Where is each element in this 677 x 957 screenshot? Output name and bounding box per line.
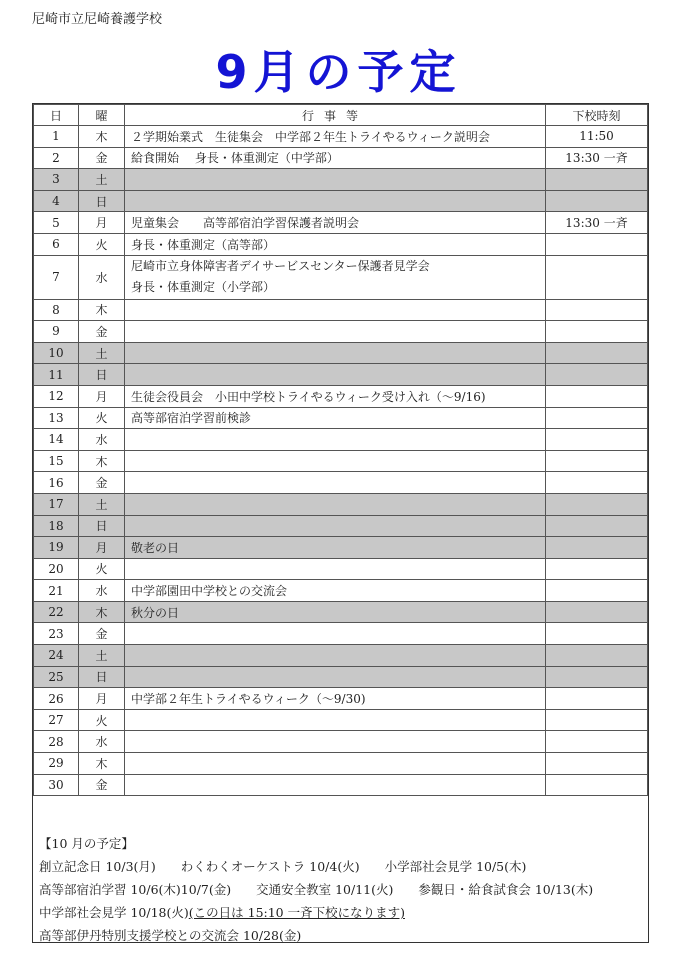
row-dismissal [546, 753, 648, 775]
row-dismissal [546, 688, 648, 710]
schedule-table [33, 104, 648, 796]
row-events [125, 169, 546, 191]
table-row [34, 666, 648, 688]
table-row [34, 169, 648, 191]
row-dismissal [546, 233, 648, 255]
row-events [125, 342, 546, 364]
table-row [34, 429, 648, 451]
row-dismissal: 13:30 一斉 [546, 147, 648, 169]
notes-line-3a: 中学部社会見学 10/18(火) [39, 905, 189, 920]
row-events: 給食開始 身長・体重測定（中学部） [125, 147, 546, 169]
table-header [34, 105, 648, 126]
row-weekday: 木 [79, 299, 125, 321]
row-day: 7 [34, 255, 79, 299]
table-row [34, 774, 648, 796]
row-dismissal [546, 558, 648, 580]
row-dismissal: 11:50 [546, 126, 648, 148]
row-events [125, 709, 546, 731]
row-dismissal [546, 321, 648, 343]
row-weekday: 木 [79, 601, 125, 623]
header-events: 行事等 [125, 105, 546, 126]
row-day: 30 [34, 774, 79, 796]
row-day: 24 [34, 645, 79, 667]
row-dismissal [546, 774, 648, 796]
notes-line-3 [39, 903, 405, 921]
row-dismissal [546, 601, 648, 623]
row-events [125, 623, 546, 645]
row-events: 中学部園田中学校との交流会 [125, 580, 546, 602]
table-row [34, 364, 648, 386]
table-row [34, 537, 648, 559]
table-row [34, 233, 648, 255]
row-day: 29 [34, 753, 79, 775]
table-row [34, 688, 648, 710]
row-dismissal [546, 493, 648, 515]
row-events [125, 472, 546, 494]
row-weekday: 水 [79, 731, 125, 753]
row-dismissal [546, 709, 648, 731]
table-row [34, 731, 648, 753]
row-dismissal [546, 407, 648, 429]
page-title: 9月の予定 [215, 45, 462, 99]
row-weekday: 水 [79, 255, 125, 299]
notes-line-3b: (この日は 15:10 一斉下校になります) [188, 905, 405, 920]
row-day: 28 [34, 731, 79, 753]
row-day: 13 [34, 407, 79, 429]
row-day: 14 [34, 429, 79, 451]
table-row [34, 299, 648, 321]
table-row [34, 212, 648, 234]
row-day: 4 [34, 190, 79, 212]
table-row [34, 190, 648, 212]
row-day: 10 [34, 342, 79, 364]
row-day: 1 [34, 126, 79, 148]
row-dismissal [546, 645, 648, 667]
row-weekday: 金 [79, 147, 125, 169]
row-dismissal [546, 537, 648, 559]
row-dismissal: 13:30 一斉 [546, 212, 648, 234]
row-events [125, 364, 546, 386]
table-row [34, 580, 648, 602]
schedule-rows [34, 126, 648, 796]
row-dismissal [546, 255, 648, 299]
schedule-frame [32, 103, 649, 943]
row-weekday: 月 [79, 212, 125, 234]
header-day: 日 [34, 105, 79, 126]
notes-heading: 【10 月の予定】 [39, 836, 134, 851]
row-events [125, 429, 546, 451]
table-row [34, 493, 648, 515]
row-dismissal [546, 515, 648, 537]
notes-line-1: 創立記念日 10/3(月) わくわくオーケストラ 10/4(火) 小学部社会見学 10/5(木) [39, 859, 527, 874]
table-row [34, 601, 648, 623]
table-row [34, 342, 648, 364]
row-dismissal [546, 666, 648, 688]
row-weekday: 月 [79, 385, 125, 407]
row-events [125, 515, 546, 537]
row-day: 6 [34, 233, 79, 255]
row-weekday: 水 [79, 429, 125, 451]
row-dismissal [546, 472, 648, 494]
row-events [125, 321, 546, 343]
row-events [125, 493, 546, 515]
row-weekday: 火 [79, 709, 125, 731]
notes-line-4: 高等部伊丹特別支援学校との交流会 10/28(金) [39, 928, 302, 943]
row-events [125, 558, 546, 580]
row-weekday: 日 [79, 666, 125, 688]
row-weekday: 金 [79, 774, 125, 796]
row-dismissal [546, 364, 648, 386]
header-weekday: 曜 [79, 105, 125, 126]
row-day: 19 [34, 537, 79, 559]
row-dismissal [546, 450, 648, 472]
row-dismissal [546, 169, 648, 191]
row-weekday: 金 [79, 321, 125, 343]
table-row [34, 147, 648, 169]
row-weekday: 木 [79, 450, 125, 472]
row-day: 26 [34, 688, 79, 710]
row-weekday: 金 [79, 472, 125, 494]
row-day: 25 [34, 666, 79, 688]
row-day: 23 [34, 623, 79, 645]
notes-line-2: 高等部宿泊学習 10/6(木)10/7(金) 交通安全教室 10/11(火) 参観日・給食試食会 10/13(木) [39, 882, 594, 897]
row-weekday: 水 [79, 580, 125, 602]
row-events [125, 299, 546, 321]
table-row [34, 709, 648, 731]
row-day: 9 [34, 321, 79, 343]
table-row [34, 472, 648, 494]
row-events: 中学部２年生トライやるウィーク（～9/30) [125, 688, 546, 710]
row-weekday: 木 [79, 126, 125, 148]
row-events [125, 666, 546, 688]
row-events: 生徒会役員会 小田中学校トライやるウィーク受け入れ（～9/16) [125, 385, 546, 407]
row-events: 児童集会 高等部宿泊学習保護者説明会 [125, 212, 546, 234]
row-weekday: 土 [79, 645, 125, 667]
row-weekday: 金 [79, 623, 125, 645]
row-day: 17 [34, 493, 79, 515]
row-day: 15 [34, 450, 79, 472]
row-events: 高等部宿泊学習前検診 [125, 407, 546, 429]
row-events [125, 753, 546, 775]
row-events [125, 450, 546, 472]
row-weekday: 土 [79, 493, 125, 515]
row-events [125, 731, 546, 753]
row-day: 22 [34, 601, 79, 623]
table-row [34, 645, 648, 667]
row-day: 16 [34, 472, 79, 494]
header-dismissal: 下校時刻 [546, 105, 648, 126]
row-events [125, 645, 546, 667]
row-weekday: 火 [79, 233, 125, 255]
row-dismissal [546, 299, 648, 321]
row-events: 身長・体重測定（高等部） [125, 233, 546, 255]
row-weekday: 木 [79, 753, 125, 775]
table-row [34, 255, 648, 299]
row-weekday: 日 [79, 190, 125, 212]
row-events [125, 774, 546, 796]
row-weekday: 月 [79, 688, 125, 710]
table-row [34, 558, 648, 580]
row-day: 12 [34, 385, 79, 407]
row-events [125, 255, 546, 299]
row-dismissal [546, 731, 648, 753]
row-events: 秋分の日 [125, 601, 546, 623]
table-row [34, 385, 648, 407]
row-weekday: 火 [79, 558, 125, 580]
row-day: 5 [34, 212, 79, 234]
row-events: ２学期始業式 生徒集会 中学部２年生トライやるウィーク説明会 [125, 126, 546, 148]
school-name: 尼崎市立尼崎養護学校 [32, 12, 163, 27]
table-row [34, 321, 648, 343]
row-dismissal [546, 190, 648, 212]
row-weekday: 月 [79, 537, 125, 559]
row-event-line-2: 身長・体重測定（小学部） [131, 280, 276, 295]
table-row [34, 126, 648, 148]
row-weekday: 日 [79, 515, 125, 537]
table-row [34, 515, 648, 537]
row-day: 3 [34, 169, 79, 191]
row-dismissal [546, 385, 648, 407]
row-day: 8 [34, 299, 79, 321]
table-row [34, 623, 648, 645]
row-day: 11 [34, 364, 79, 386]
row-weekday: 土 [79, 169, 125, 191]
row-events: 敬老の日 [125, 537, 546, 559]
table-row [34, 450, 648, 472]
row-dismissal [546, 429, 648, 451]
table-row [34, 753, 648, 775]
row-weekday: 土 [79, 342, 125, 364]
row-day: 27 [34, 709, 79, 731]
row-day: 20 [34, 558, 79, 580]
row-day: 18 [34, 515, 79, 537]
row-weekday: 日 [79, 364, 125, 386]
row-events [125, 190, 546, 212]
row-dismissal [546, 623, 648, 645]
table-row [34, 407, 648, 429]
row-event-line-1: 尼崎市立身体障害者デイサービスセンター保護者見学会 [131, 259, 430, 274]
row-day: 21 [34, 580, 79, 602]
row-day: 2 [34, 147, 79, 169]
row-dismissal [546, 342, 648, 364]
row-dismissal [546, 580, 648, 602]
row-weekday: 火 [79, 407, 125, 429]
